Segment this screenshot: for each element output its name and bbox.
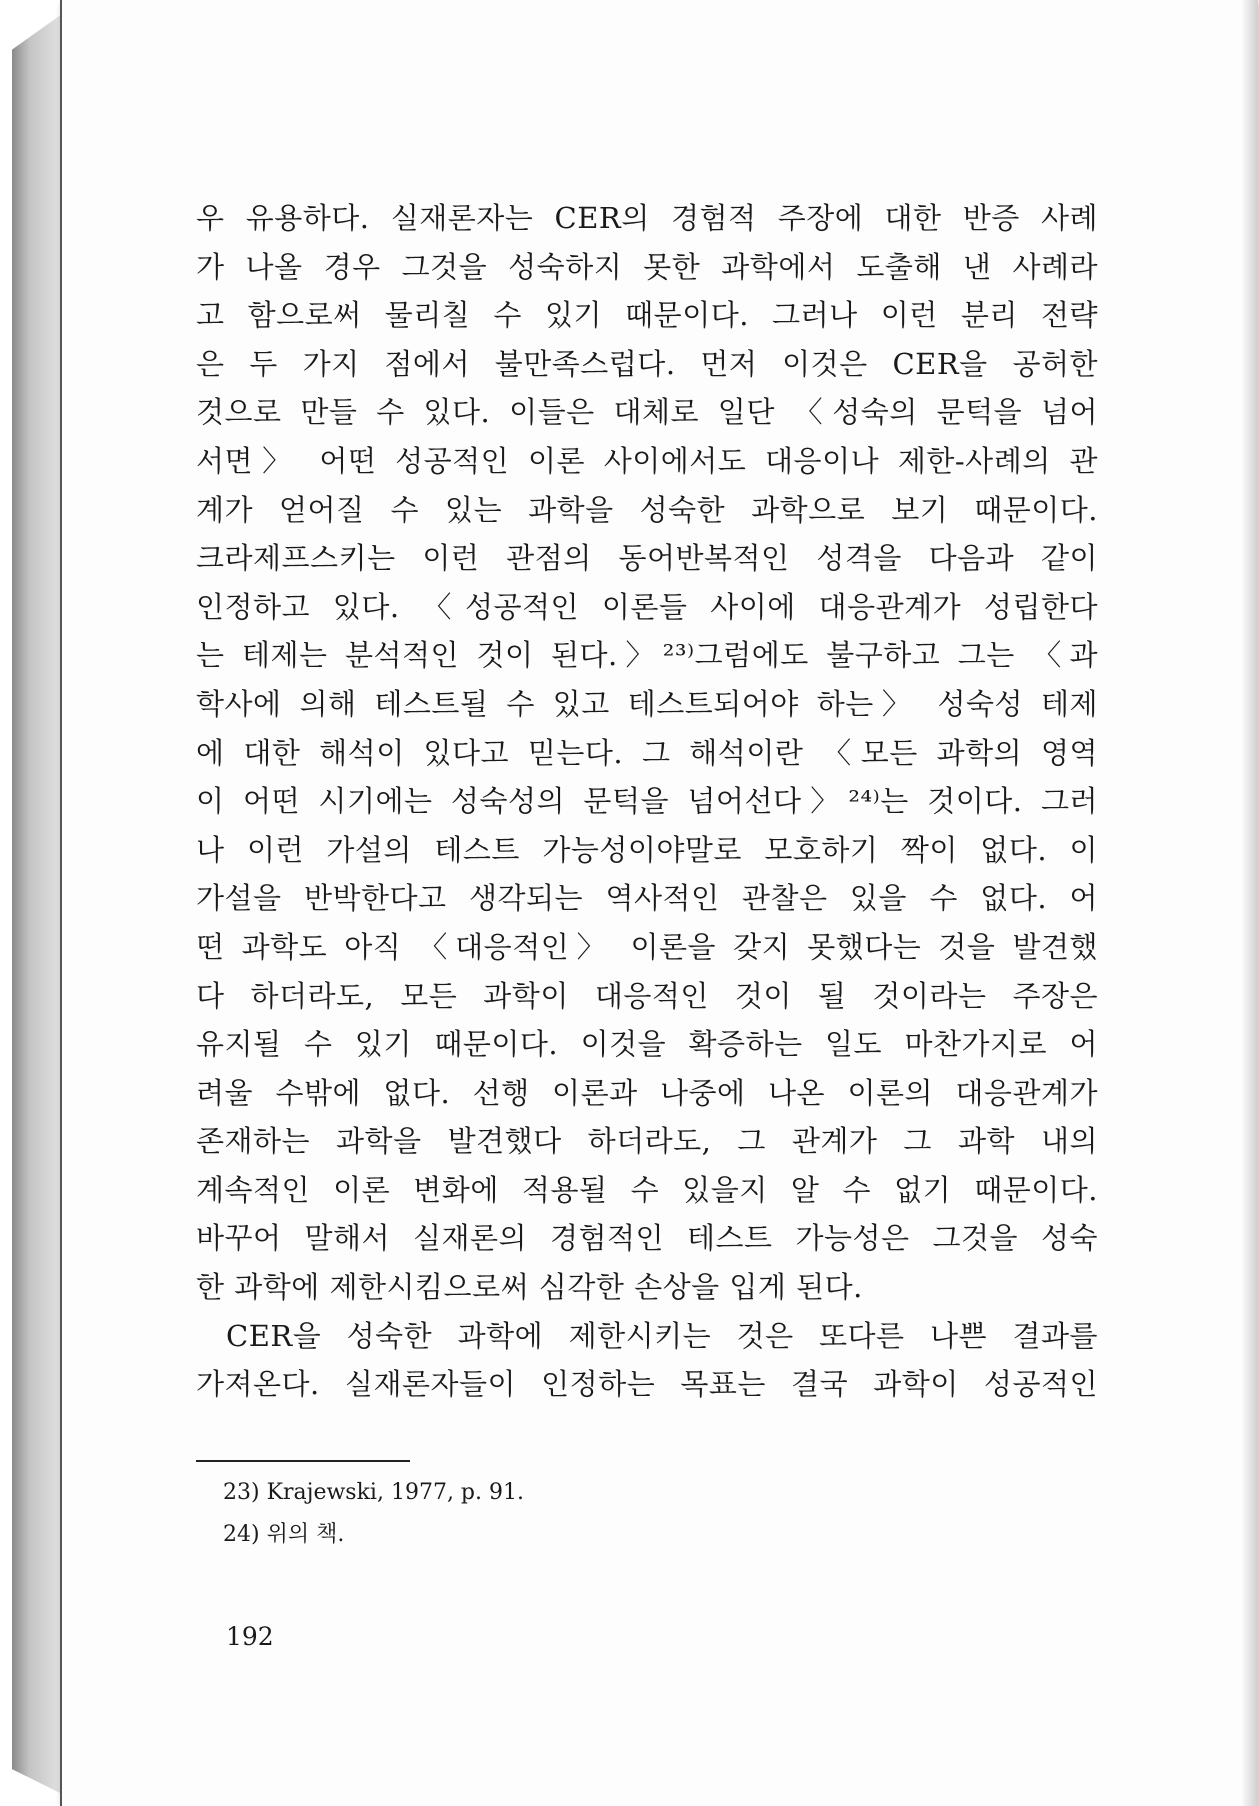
body-line: 것으로 만들 수 있다. 이들은 대체로 일단 〈성숙의 문턱을 넘어 [196,395,1098,430]
body-line: 에 대한 해석이 있다고 믿는다. 그 해석이란 〈모든 과학의 영역 [196,735,1098,770]
body-line: 우 유용하다. 실재론자는 CER의 경험적 주장에 대한 반증 사례 [196,201,1098,235]
footnote-divider [196,1460,410,1462]
body-line: 인정하고 있다. 〈성공적인 이론들 사이에 대응관계가 성립한다 [196,589,1098,624]
body-line: 나 이런 가설의 테스트 가능성이야말로 모호하기 짝이 없다. 이 [196,832,1098,867]
body-line: 계가 얻어질 수 있는 과학을 성숙한 과학으로 보기 때문이다. [196,492,1098,527]
footnotes [223,1472,923,1556]
body-line: 가 나올 경우 그것을 성숙하지 못한 과학에서 도출해 낸 사례라 [196,249,1098,284]
body-line: 다 하더라도, 모든 과학이 대응적인 것이 될 것이라는 주장은 [196,978,1098,1013]
body-line: 크라제프스키는 이런 관점의 동어반복적인 성격을 다음과 같이 [196,541,1098,576]
body-line: 는 테제는 분석적인 것이 된다.〉²³⁾그럼에도 불구하고 그는 〈과 [196,638,1098,673]
footnote-23: 23) Krajewski, 1977, p. 91. [223,1480,524,1505]
body-line: 계속적인 이론 변화에 적용될 수 있을지 알 수 없기 때문이다. [196,1172,1098,1207]
body-line: CER을 성숙한 과학에 제한시키는 것은 또다른 나쁜 결과를 [226,1318,1098,1353]
page-number: 192 [226,1622,274,1651]
body-line: 서면〉 어떤 성공적인 이론 사이에서도 대응이나 제한-사례의 관 [196,443,1098,478]
body-line: 고 함으로써 물리칠 수 있기 때문이다. 그러나 이런 분리 전략 [196,298,1098,333]
body-line: 학사에 의해 테스트될 수 있고 테스트되어야 하는〉 성숙성 테제 [196,686,1098,721]
body-line: 떤 과학도 아직 〈대응적인〉 이론을 갖지 못했다는 것을 발견했 [196,929,1098,964]
body-line: 한 과학에 제한시킴으로써 심각한 손상을 입게 된다. [196,1270,863,1305]
body-line: 이 어떤 시기에는 성숙성의 문턱을 넘어선다〉²⁴⁾는 것이다. 그러 [196,784,1098,819]
footnote-24: 24) 위의 책. [223,1522,345,1547]
body-line: 바꾸어 말해서 실재론의 경험적인 테스트 가능성은 그것을 성숙 [196,1221,1098,1256]
body-line: 존재하는 과학을 발견했다 하더라도, 그 관계가 그 과학 내의 [196,1124,1098,1159]
book-spine [12,14,62,1794]
body-line: 가져온다. 실재론자들이 인정하는 목표는 결국 과학이 성공적인 [196,1367,1098,1402]
body-text [196,194,1098,1409]
body-line: 가설을 반박한다고 생각되는 역사적인 관찰은 있을 수 없다. 어 [196,881,1098,916]
body-line: 은 두 가지 점에서 불만족스럽다. 먼저 이것은 CER을 공허한 [196,346,1098,381]
body-line: 려울 수밖에 없다. 선행 이론과 나중에 나온 이론의 대응관계가 [196,1075,1098,1110]
body-line: 유지될 수 있기 때문이다. 이것을 확증하는 일도 마찬가지로 어 [196,1027,1098,1062]
page-edge [1242,0,1258,1806]
